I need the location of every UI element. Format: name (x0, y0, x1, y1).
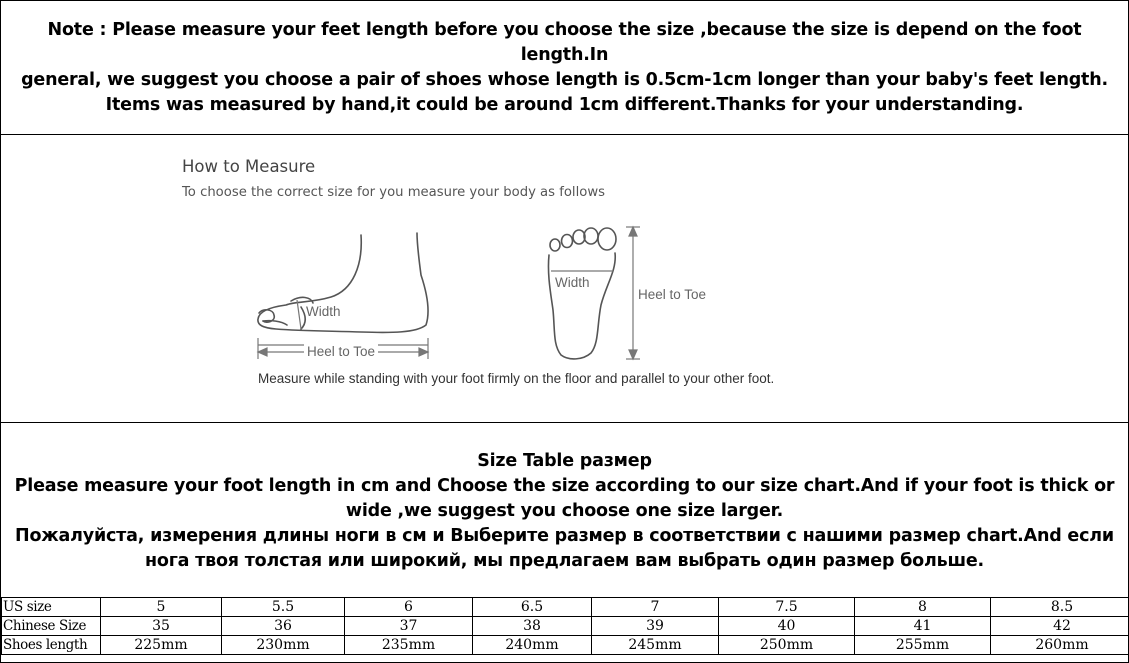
table-cell: 235mm (345, 636, 473, 655)
table-cell: 6.5 (473, 598, 592, 617)
table-cell: 42 (991, 617, 1129, 636)
table-cell: 8 (855, 598, 991, 617)
table-cell: 38 (473, 617, 592, 636)
table-cell: 7 (592, 598, 719, 617)
row-label: US size (2, 598, 101, 617)
top-length-label: Heel to Toe (638, 287, 707, 302)
table-cell: 5.5 (222, 598, 345, 617)
measure-title: How to Measure (182, 157, 316, 176)
row-label: Chinese Size (2, 617, 101, 636)
top-width-label: Width (555, 275, 590, 290)
table-row (2, 598, 1129, 617)
table-cell: 39 (592, 617, 719, 636)
table-cell: 245mm (592, 636, 719, 655)
top-foot-icon (548, 228, 616, 359)
table-cell: 225mm (101, 636, 222, 655)
table-cell: 40 (719, 617, 855, 636)
note-line-3: Items was measured by hand,it could be around 1cm different.Thanks for your understanding. (105, 94, 1024, 115)
table-cell: 240mm (473, 636, 592, 655)
how-to-measure-section (1, 135, 1128, 423)
table-row (2, 617, 1129, 636)
english-instruction-line-1: Please measure your foot length in cm and Choose the size according to our size chart.And if your foot is thick or (14, 476, 1115, 496)
english-instruction-line-2: wide ,we suggest you choose one size larger. (345, 501, 784, 521)
table-cell: 35 (101, 617, 222, 636)
table-cell: 8.5 (991, 598, 1129, 617)
russian-instruction-line-1: Пожалуйста, измерения длины ноги в см и Выберите размер в соответствии с нашими размер chart.And если (15, 526, 1114, 546)
size-table (1, 597, 1129, 655)
size-table-title: Size Table размер (477, 451, 652, 471)
side-foot-icon (258, 233, 428, 332)
measure-caption: Measure while standing with your foot firmly on the floor and parallel to your other foot. (258, 371, 775, 386)
measure-subtitle: To choose the correct size for you measure your body as follows (182, 185, 605, 200)
table-cell: 41 (855, 617, 991, 636)
side-length-label: Heel to Toe (304, 344, 378, 359)
note-text (1, 18, 1128, 118)
table-cell: 250mm (719, 636, 855, 655)
size-table-intro (1, 423, 1128, 596)
table-cell: 255mm (855, 636, 991, 655)
table-cell: 37 (345, 617, 473, 636)
note-line-1: Note : Please measure your feet length before you choose the size ,because the size is depend on the foot length.In (47, 19, 1082, 65)
row-label: Shoes length (2, 636, 101, 655)
note-line-2: general, we suggest you choose a pair of shoes whose length is 0.5cm-1cm longer than your baby's feet length. (21, 69, 1108, 90)
table-cell: 36 (222, 617, 345, 636)
table-cell: 230mm (222, 636, 345, 655)
table-cell: 5 (101, 598, 222, 617)
note-section (1, 1, 1128, 135)
table-cell: 6 (345, 598, 473, 617)
table-cell: 7.5 (719, 598, 855, 617)
table-cell: 260mm (991, 636, 1129, 655)
side-width-label: Width (306, 304, 341, 319)
table-row (2, 636, 1129, 655)
russian-instruction-line-2: нога твоя толстая или широкий, мы предлагаем вам выбрать один размер больше. (145, 551, 984, 571)
